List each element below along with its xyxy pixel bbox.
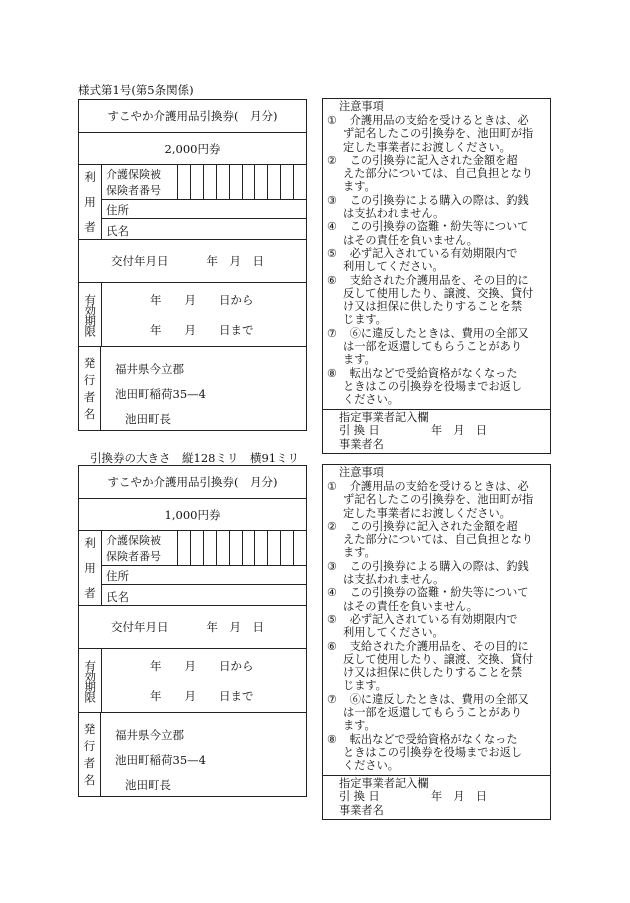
- issuer-side-label: 発 行 者 名: [79, 713, 101, 796]
- note-line: 定した事業者にお渡しください。: [343, 506, 511, 520]
- note-line: は一部を返還してもらうことがあり: [343, 706, 523, 720]
- form-title: 様式第1号(第5条関係): [78, 83, 194, 97]
- note-line: は支払われません。: [343, 207, 445, 221]
- voucher-1000: [78, 465, 307, 797]
- note-item: [327, 247, 546, 274]
- note-line: ください。: [343, 393, 399, 407]
- validity-section: [79, 283, 306, 347]
- note-line: この引換券による購入の際は、釣銭: [349, 193, 529, 207]
- valid-to[interactable]: 年 月 日まで: [150, 322, 254, 337]
- note-number: ②: [327, 153, 338, 167]
- insurance-number-label: 介護保険被 保険者番号: [102, 165, 178, 199]
- notes-list: [327, 114, 546, 407]
- note-item: [327, 693, 546, 733]
- note-number: ⑧: [327, 732, 338, 746]
- note-item: [327, 367, 546, 407]
- note-text: [343, 194, 546, 221]
- issuer-section: [79, 713, 306, 796]
- note-text: [343, 154, 546, 194]
- note-text: [343, 586, 546, 613]
- note-line: は一部を返還してもらうことがあり: [343, 340, 523, 354]
- issue-date-row[interactable]: [79, 606, 306, 649]
- note-line: えた部分については、自己負担となり: [343, 167, 533, 181]
- designated-business-section: [323, 776, 550, 820]
- note-line: 支給された介護用品を、その目的に: [349, 273, 529, 287]
- note-line: ます。: [343, 719, 376, 733]
- note-line: 反して使用したり、譲渡、交換、貸付: [343, 652, 534, 666]
- exchange-date-label: 引 換 日: [339, 424, 380, 438]
- validity-section: [79, 649, 306, 713]
- notes-list: [327, 480, 546, 773]
- note-item: [327, 220, 546, 247]
- issuer-prefecture: 福井県今立郡: [115, 362, 184, 376]
- size-note: 引換券の大きさ 縦128ミリ 横91ミリ: [90, 451, 300, 465]
- note-number: ⑧: [327, 366, 338, 380]
- issuer-prefecture: 福井県今立郡: [115, 728, 184, 742]
- note-line: 介護用品の支給を受けるときは、必: [349, 114, 529, 127]
- note-line: 利用してください。: [343, 626, 444, 640]
- note-number: ⑦: [327, 692, 338, 706]
- issue-date-label: 交付年月日: [111, 620, 169, 634]
- note-line: えた部分については、自己負担となり: [343, 533, 533, 547]
- issue-date-value: 年 月 日: [206, 254, 264, 268]
- exchange-date-value: 年 月 日: [431, 424, 487, 438]
- voucher-amount: 2,000円券: [79, 133, 306, 165]
- note-line: 必ず記入されている有効期限内で: [349, 612, 518, 626]
- note-item: [327, 613, 546, 640]
- exchange-date-row[interactable]: [339, 424, 550, 438]
- note-line: じます。: [343, 679, 387, 693]
- issuer-address: 池田町稲荷35—4: [115, 753, 206, 767]
- exchange-date-value: 年 月 日: [431, 790, 487, 804]
- note-text: [343, 640, 546, 693]
- note-item: [327, 114, 546, 154]
- note-number: ①: [327, 480, 338, 493]
- issuer-section: [79, 347, 306, 430]
- note-number: ⑤: [327, 246, 338, 260]
- note-number: ④: [327, 586, 338, 600]
- issuer-address: 池田町稲荷35—4: [115, 387, 206, 401]
- note-line: け又は担保に供したりすることを禁: [343, 300, 523, 314]
- note-line: ず記名したこの引換券を、池田町が指: [343, 493, 534, 507]
- valid-from[interactable]: 年 月 日から: [150, 658, 254, 673]
- designated-business-section: [323, 410, 550, 454]
- note-number: ③: [327, 193, 338, 207]
- note-line: この引換券に記入された金額を超: [349, 519, 518, 533]
- note-number: ⑦: [327, 326, 338, 340]
- exchange-date-row[interactable]: [339, 790, 550, 804]
- issue-date-label: 交付年月日: [111, 254, 169, 268]
- note-number: ⑥: [327, 273, 338, 287]
- issue-date-value: 年 月 日: [206, 620, 264, 634]
- validity-side-label: 有効期限: [79, 283, 102, 346]
- note-text: [343, 274, 546, 327]
- business-name-label[interactable]: 事業者名: [339, 437, 384, 451]
- note-line: この引換券による購入の際は、釣銭: [349, 559, 529, 573]
- note-text: [343, 480, 546, 520]
- voucher-title: すこやか介護用品引換券( 月分): [79, 466, 306, 499]
- name-field[interactable]: 氏名: [106, 224, 129, 238]
- note-item: [327, 480, 546, 520]
- address-field[interactable]: 住所: [102, 566, 306, 585]
- note-number: ①: [327, 114, 338, 127]
- designated-heading: 指定事業者記入欄: [339, 410, 429, 424]
- note-line: ます。: [343, 180, 376, 194]
- user-side-label: 利 用 者: [79, 165, 102, 239]
- user-side-label: 利 用 者: [79, 531, 102, 605]
- note-text: [343, 520, 546, 560]
- note-line: この引換券に記入された金額を超: [349, 153, 518, 167]
- notes-heading: 注意事項: [339, 100, 384, 113]
- note-number: ④: [327, 220, 338, 234]
- name-field[interactable]: 氏名: [106, 590, 129, 604]
- note-line: この引換券の盗難・紛失等について: [349, 586, 529, 600]
- issuer-mayor: 池田町長: [125, 412, 171, 426]
- note-line: ときはこの引換券を役場までお返し: [343, 379, 523, 393]
- note-line: 利用してください。: [343, 260, 444, 274]
- note-line: この引換券の盗難・紛失等について: [349, 220, 529, 234]
- note-text: [343, 327, 546, 367]
- note-item: [327, 586, 546, 613]
- note-line: ⑥に違反したときは、費用の全部又: [349, 692, 529, 706]
- note-line: 転出などで受給資格がなくなった: [349, 366, 518, 380]
- insurance-number-label: 介護保険被 保険者番号: [102, 531, 178, 565]
- note-line: ます。: [343, 546, 376, 560]
- note-text: [343, 247, 546, 274]
- note-line: ください。: [343, 759, 399, 773]
- note-line: 介護用品の支給を受けるときは、必: [349, 480, 529, 493]
- note-line: はその責任を負いません。: [343, 599, 478, 613]
- exchange-date-label: 引 換 日: [339, 790, 380, 804]
- issue-date-row[interactable]: [79, 240, 306, 283]
- note-line: ず記名したこの引換券を、池田町が指: [343, 127, 534, 141]
- note-line: 転出などで受給資格がなくなった: [349, 732, 518, 746]
- note-text: [343, 367, 546, 407]
- note-line: じます。: [343, 313, 387, 327]
- note-item: [327, 640, 546, 693]
- voucher-2000: [78, 99, 307, 431]
- note-item: [327, 274, 546, 327]
- issuer-side-label: 発 行 者 名: [79, 347, 101, 430]
- voucher-amount: 1,000円券: [79, 499, 306, 531]
- notes-panel-1: [322, 98, 551, 454]
- note-text: [343, 613, 546, 640]
- note-line: け又は担保に供したりすることを禁: [343, 666, 523, 680]
- note-number: ⑤: [327, 612, 338, 626]
- note-text: [343, 560, 546, 587]
- note-line: は支払われません。: [343, 573, 445, 587]
- insurance-number-row: [102, 165, 306, 200]
- insurance-number-row: [102, 531, 306, 566]
- valid-to[interactable]: 年 月 日まで: [150, 688, 254, 703]
- note-number: ⑥: [327, 639, 338, 653]
- note-line: 定した事業者にお渡しください。: [343, 140, 511, 154]
- note-text: [343, 220, 546, 247]
- note-item: [327, 154, 546, 194]
- note-line: ときはこの引換券を役場までお返し: [343, 745, 523, 759]
- user-section: [79, 165, 306, 240]
- valid-from[interactable]: 年 月 日から: [150, 292, 254, 307]
- business-name-label[interactable]: 事業者名: [339, 803, 384, 817]
- designated-heading: 指定事業者記入欄: [339, 776, 429, 790]
- note-number: ②: [327, 519, 338, 533]
- insurance-number-boxes[interactable]: [178, 531, 306, 565]
- note-line: ます。: [343, 353, 376, 367]
- issuer-mayor: 池田町長: [125, 778, 171, 792]
- note-item: [327, 520, 546, 560]
- note-line: 反して使用したり、譲渡、交換、貸付: [343, 286, 534, 300]
- insurance-number-boxes[interactable]: [178, 165, 306, 199]
- note-item: [327, 560, 546, 587]
- note-text: [343, 114, 546, 154]
- voucher-title: すこやか介護用品引換券( 月分): [79, 100, 306, 133]
- user-section: [79, 531, 306, 606]
- notes-panel-2: [322, 464, 551, 820]
- note-item: [327, 733, 546, 773]
- address-field[interactable]: 住所: [102, 200, 306, 219]
- validity-side-label: 有効期限: [79, 649, 102, 712]
- note-line: 支給された介護用品を、その目的に: [349, 639, 529, 653]
- note-line: はその責任を負いません。: [343, 233, 478, 247]
- note-text: [343, 693, 546, 733]
- note-item: [327, 194, 546, 221]
- note-line: 必ず記入されている有効期限内で: [349, 246, 518, 260]
- note-number: ③: [327, 559, 338, 573]
- note-text: [343, 733, 546, 773]
- notes-heading: 注意事項: [339, 466, 384, 479]
- note-item: [327, 327, 546, 367]
- note-line: ⑥に違反したときは、費用の全部又: [349, 326, 529, 340]
